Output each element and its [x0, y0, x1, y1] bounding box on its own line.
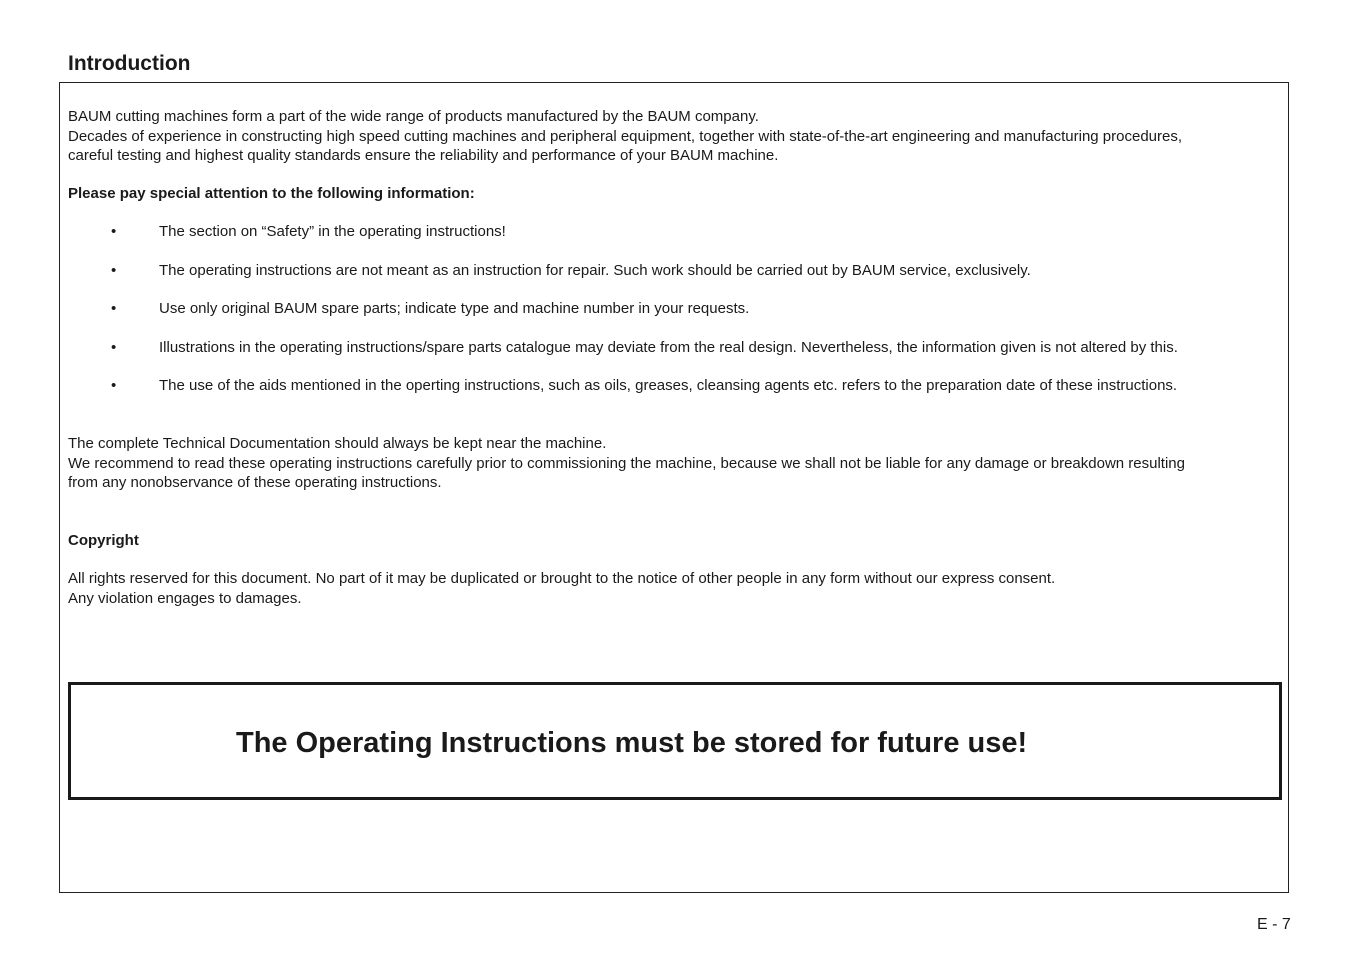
page-number: E - 7 [1257, 916, 1291, 933]
list-item [0, 376, 1300, 396]
notice-text: The Operating Instructions must be stored for future use! [236, 727, 1028, 759]
attention-heading: Please pay special attention to the following information: [68, 185, 475, 202]
documentation-line: The complete Technical Documentation should always be kept near the machine. [68, 435, 607, 452]
bullet-icon: • [111, 262, 117, 279]
bullet-icon: • [111, 377, 117, 394]
list-item [0, 338, 1300, 358]
documentation-paragraph [68, 434, 1268, 493]
bullet-icon: • [111, 339, 117, 356]
documentation-line: from any nonobservance of these operating instructions. [68, 474, 442, 491]
intro-line: BAUM cutting machines form a part of the wide range of products manufactured by the BAUM company. [68, 108, 759, 125]
intro-paragraph [68, 107, 1268, 166]
page-title: Introduction [68, 52, 191, 75]
list-item [0, 261, 1300, 281]
list-item-text: The use of the aids mentioned in the operting instructions, such as oils, greases, cleansing agents etc. refers to the preparation date of these instructions. [159, 377, 1178, 394]
documentation-line: We recommend to read these operating instructions carefully prior to commissioning the machine, because we shall not be liable for any damage or breakdown resulting [68, 454, 1185, 472]
bullet-icon: • [111, 300, 117, 317]
intro-line: careful testing and highest quality standards ensure the reliability and performance of your BAUM machine. [68, 147, 779, 164]
copyright-line: Any violation engages to damages. [68, 589, 302, 607]
bullet-icon: • [111, 223, 117, 240]
list-item-text: Illustrations in the operating instructions/spare parts catalogue may deviate from the real design. Nevertheless, the information given is not altered by this. [159, 339, 1178, 356]
list-item [0, 222, 1300, 242]
intro-line: Decades of experience in constructing high speed cutting machines and peripheral equipment, together with state-of-the-art engineering and manufacturing procedures, [68, 127, 1183, 145]
list-item-text: Use only original BAUM spare parts; indicate type and machine number in your requests. [159, 300, 750, 317]
copyright-heading: Copyright [68, 532, 139, 549]
copyright-paragraph [68, 569, 1268, 608]
notice-box [68, 682, 1282, 800]
copyright-line: All rights reserved for this document. No part of it may be duplicated or brought to the notice of other people in any form without our express consent. [68, 570, 1056, 587]
list-item-text: The operating instructions are not meant as an instruction for repair. Such work should be carried out by BAUM service, exclusively. [159, 262, 1031, 279]
list-item [0, 299, 1300, 319]
list-item-text: The section on “Safety” in the operating instructions! [159, 223, 506, 240]
